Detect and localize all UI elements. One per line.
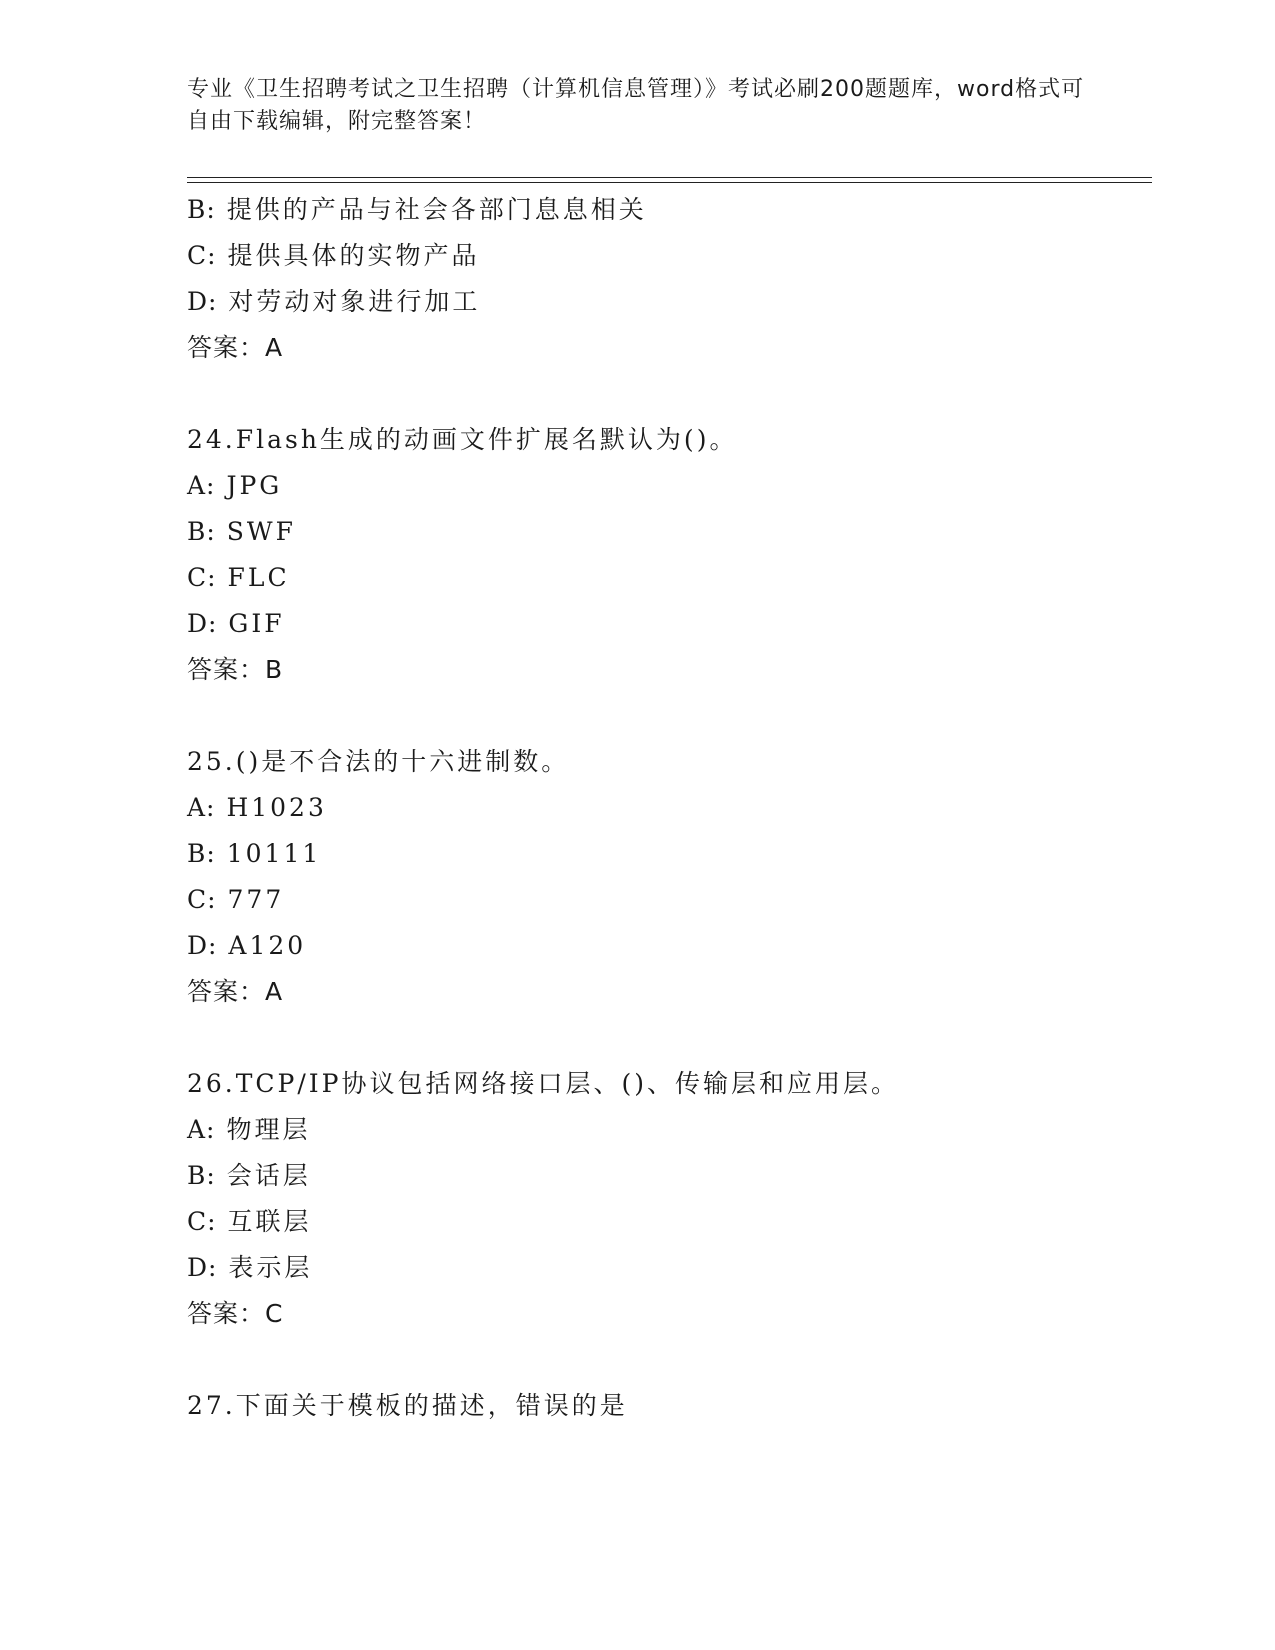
question-27 — [187, 1383, 1152, 1429]
answer-line: 答案：B — [187, 655, 284, 684]
header-divider-top — [187, 177, 1152, 178]
question-23-continued — [187, 187, 1152, 371]
option-c: C: 互联层 — [187, 1207, 312, 1236]
header-text: 专业《卫生招聘考试之卫生招聘（计算机信息管理）》考试必刷200题题库，word格式可自由下载编辑，附完整答案！ — [187, 77, 1085, 134]
question-title: 24.Flash生成的动画文件扩展名默认为()。 — [187, 425, 738, 454]
option-b: B: 提供的产品与社会各部门息息相关 — [187, 195, 647, 224]
answer-line: 答案：C — [187, 1299, 284, 1328]
option-b: B: 10111 — [187, 839, 322, 868]
option-b: B: SWF — [187, 517, 296, 546]
option-d: D: A120 — [187, 931, 307, 960]
option-a: A: 物理层 — [187, 1115, 311, 1144]
header-divider-bottom — [187, 182, 1152, 183]
option-c: C: 777 — [187, 885, 285, 914]
question-list — [187, 187, 1152, 1429]
document-header — [187, 74, 1087, 138]
answer-line: 答案：A — [187, 333, 284, 362]
question-24 — [187, 417, 1152, 693]
question-25 — [187, 739, 1152, 1015]
option-c: C: FLC — [187, 563, 290, 592]
option-d: D: 表示层 — [187, 1253, 313, 1282]
option-c: C: 提供具体的实物产品 — [187, 241, 480, 270]
question-26 — [187, 1061, 1152, 1337]
option-d: D: 对劳动对象进行加工 — [187, 287, 481, 316]
option-b: B: 会话层 — [187, 1161, 311, 1190]
question-title: 26.TCP/IP协议包括网络接口层、()、传输层和应用层。 — [187, 1069, 900, 1098]
option-d: D: GIF — [187, 609, 285, 638]
option-a: A: JPG — [187, 471, 283, 500]
answer-line: 答案：A — [187, 977, 284, 1006]
question-title: 25.()是不合法的十六进制数。 — [187, 747, 570, 776]
question-title: 27.下面关于模板的描述，错误的是 — [187, 1391, 628, 1420]
option-a: A: H1023 — [187, 793, 327, 822]
